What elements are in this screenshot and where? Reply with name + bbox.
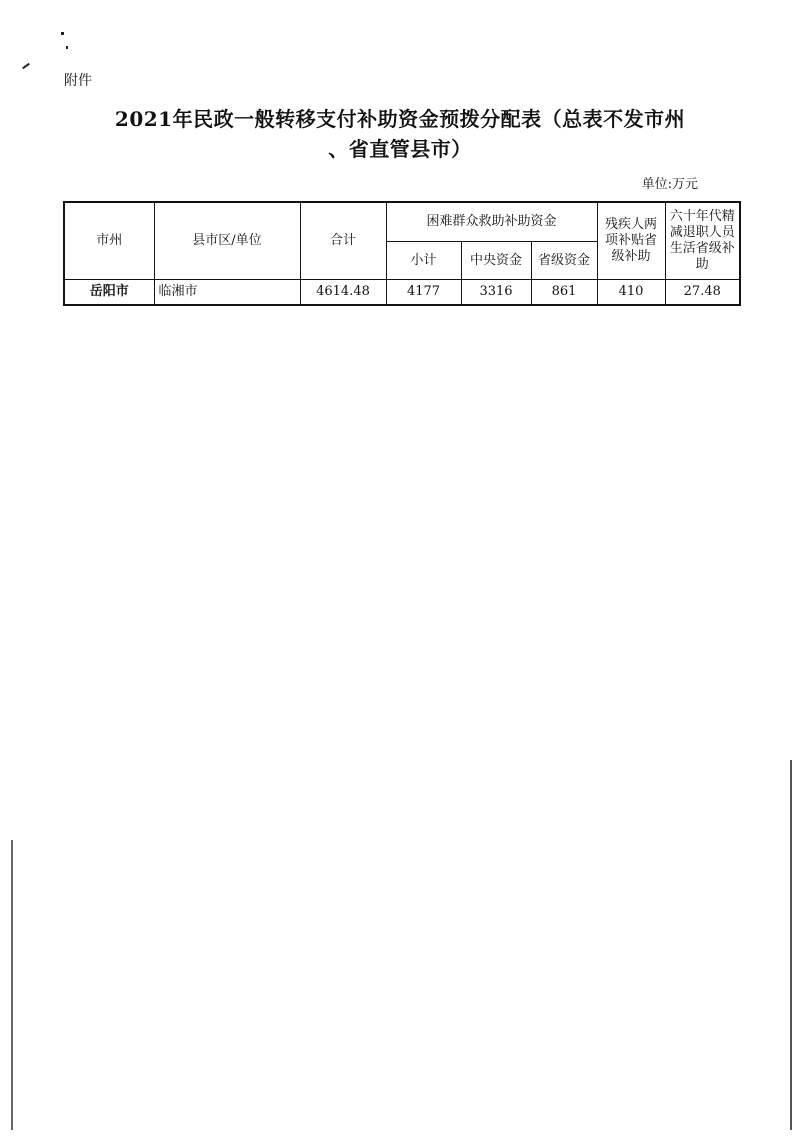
unit-label: 单位:万元	[641, 177, 698, 192]
cell-subtotal: 4177	[386, 280, 461, 306]
cell-city: 岳阳市	[64, 280, 154, 306]
header-provincial: 省级资金	[531, 242, 597, 280]
header-county: 县市区/单位	[154, 202, 300, 280]
cell-central: 3316	[461, 280, 531, 306]
table-row	[64, 280, 740, 306]
header-central: 中央资金	[461, 242, 531, 280]
scan-speck	[66, 46, 68, 49]
scan-speck	[61, 32, 64, 35]
header-total: 合计	[300, 202, 386, 280]
header-disabled-subsidy: 残疾人两项补贴省级补助	[597, 202, 665, 280]
scan-edge-left	[11, 840, 13, 1130]
cell-county: 临湘市	[154, 280, 300, 306]
page-title	[50, 104, 750, 164]
cell-disabled: 410	[597, 280, 665, 306]
header-city: 市州	[64, 202, 154, 280]
header-retired-subsidy: 六十年代精减退职人员生活省级补助	[665, 202, 740, 280]
header-relief-group: 困难群众救助补助资金	[386, 202, 597, 242]
cell-provincial: 861	[531, 280, 597, 306]
cell-total: 4614.48	[300, 280, 386, 306]
header-subtotal: 小计	[386, 242, 461, 280]
cell-retired: 27.48	[665, 280, 740, 306]
title-line-2: 、省直管县市）	[328, 137, 472, 161]
title-line-1: 2021年民政一般转移支付补助资金预拨分配表（总表不发市州	[114, 107, 686, 131]
allocation-table	[63, 201, 741, 306]
scan-speck	[22, 63, 30, 69]
table-header-row	[64, 202, 740, 242]
scan-edge-right	[790, 760, 792, 1130]
annex-label: 附件	[64, 73, 92, 89]
